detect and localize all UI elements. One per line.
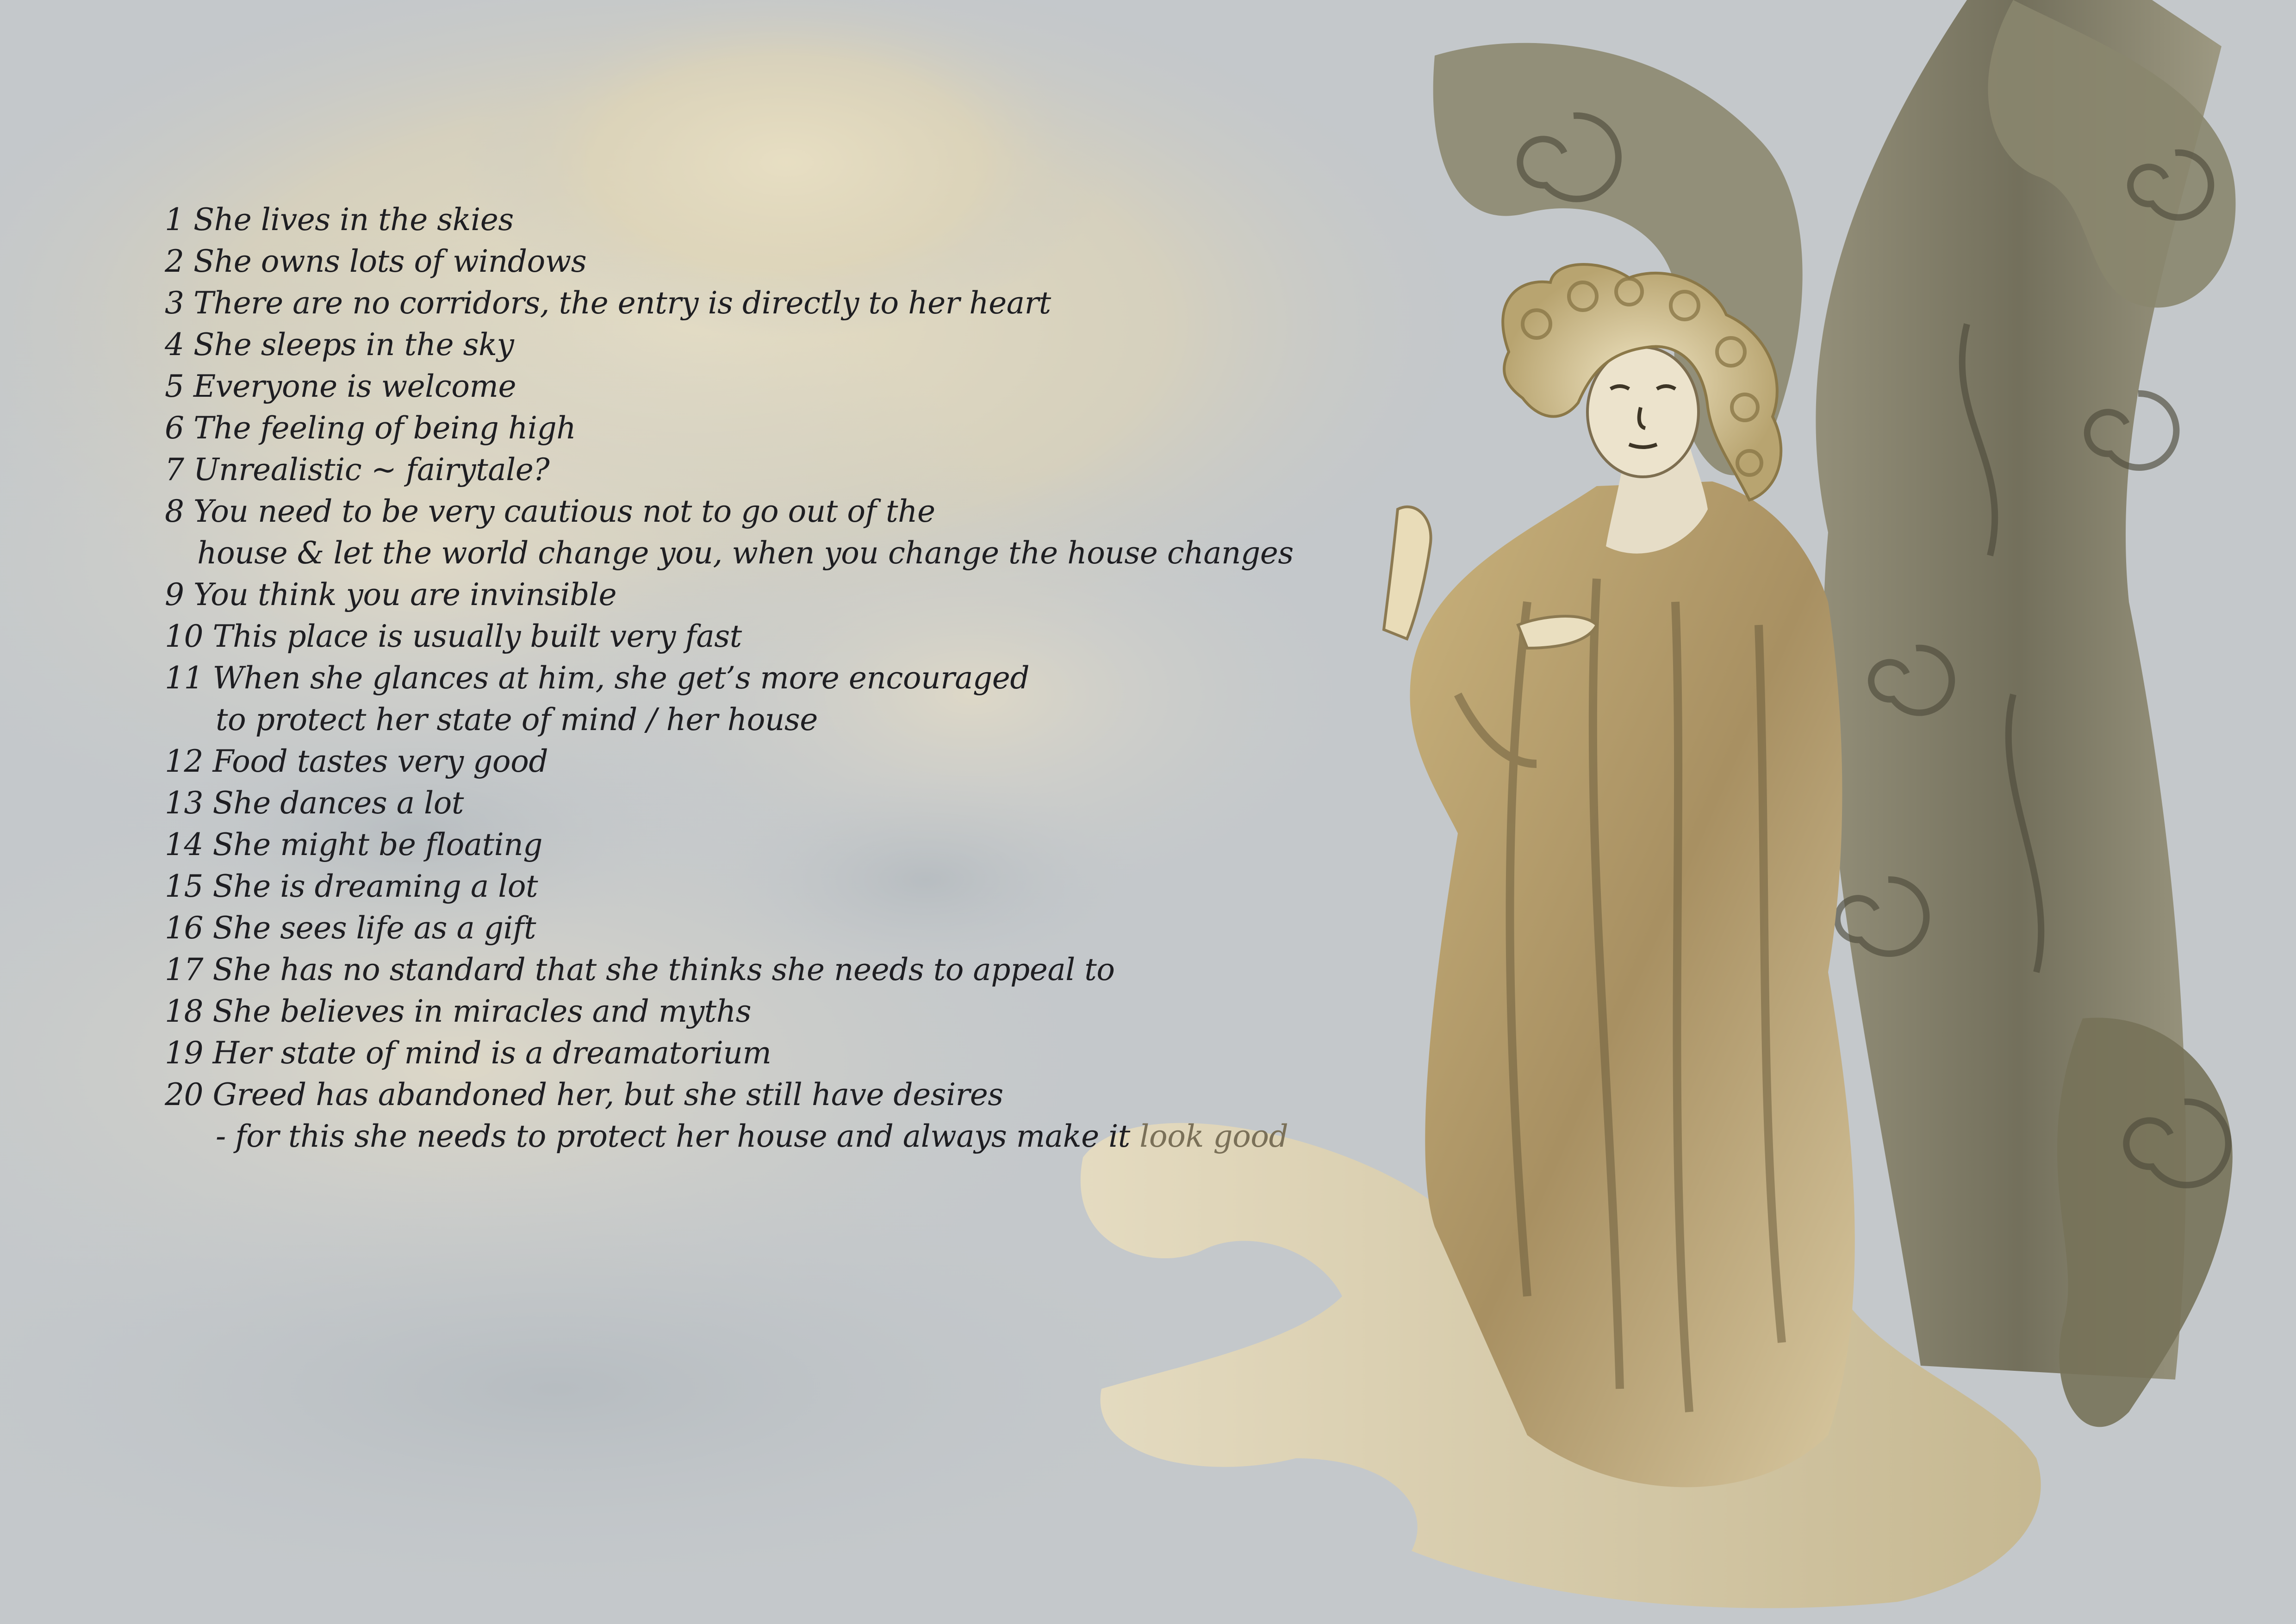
poem-line-1: 1 She lives in the skies: [165, 202, 514, 237]
poem-line-14: 14 She might be floating: [165, 827, 542, 862]
poem-line-7: 7 Unrealistic ~ fairytale?: [165, 452, 550, 487]
poem-line-16: 16 She sees life as a gift: [165, 910, 536, 946]
poem-line-5: 5 Everyone is welcome: [165, 369, 516, 404]
poem-line-20-faded-ending: look good: [1139, 1118, 1288, 1154]
face: [1587, 347, 1699, 477]
poem-line-8-continued: house & let the world change you, when you change the house changes: [197, 535, 1294, 571]
poem-line-9: 9 You think you are invinsible: [165, 577, 616, 612]
poem-line-20: 20 Greed has abandoned her, but she still have desires: [165, 1077, 1003, 1112]
poem-line-20-continued: [165, 1116, 1288, 1157]
poem-line-17: 17 She has no standard that she thinks she needs to appeal to: [165, 952, 1115, 987]
poem-line-20-text: - for this she needs to protect her house and always make it: [216, 1118, 1140, 1154]
poem-line-2: 2 She owns lots of windows: [165, 244, 587, 279]
poem-line-11: 11 When she glances at him, she get’s more encouraged: [165, 660, 1030, 696]
poem-line-15: 15 She is dreaming a lot: [165, 868, 538, 904]
poem-text-block: [165, 199, 1294, 1157]
poem-line-8: 8 You need to be very cautious not to go out of the: [165, 493, 935, 529]
poem-line-13: 13 She dances a lot: [165, 785, 464, 821]
poem-line-12: 12 Food tastes very good: [165, 743, 548, 779]
poem-line-10: 10 This place is usually built very fast: [165, 618, 742, 654]
poem-line-19: 19 Her state of mind is a dreamatorium: [165, 1035, 772, 1071]
poem-line-11-continued: to protect her state of mind / her house: [216, 702, 818, 737]
poem-line-18: 18 She believes in miracles and myths: [165, 993, 752, 1029]
poem-line-4: 4 She sleeps in the sky: [165, 327, 514, 362]
raised-hand: [1384, 507, 1431, 639]
poem-line-6: 6 The feeling of being high: [165, 410, 576, 446]
poem-line-3: 3 There are no corridors, the entry is directly to her heart: [165, 285, 1051, 321]
